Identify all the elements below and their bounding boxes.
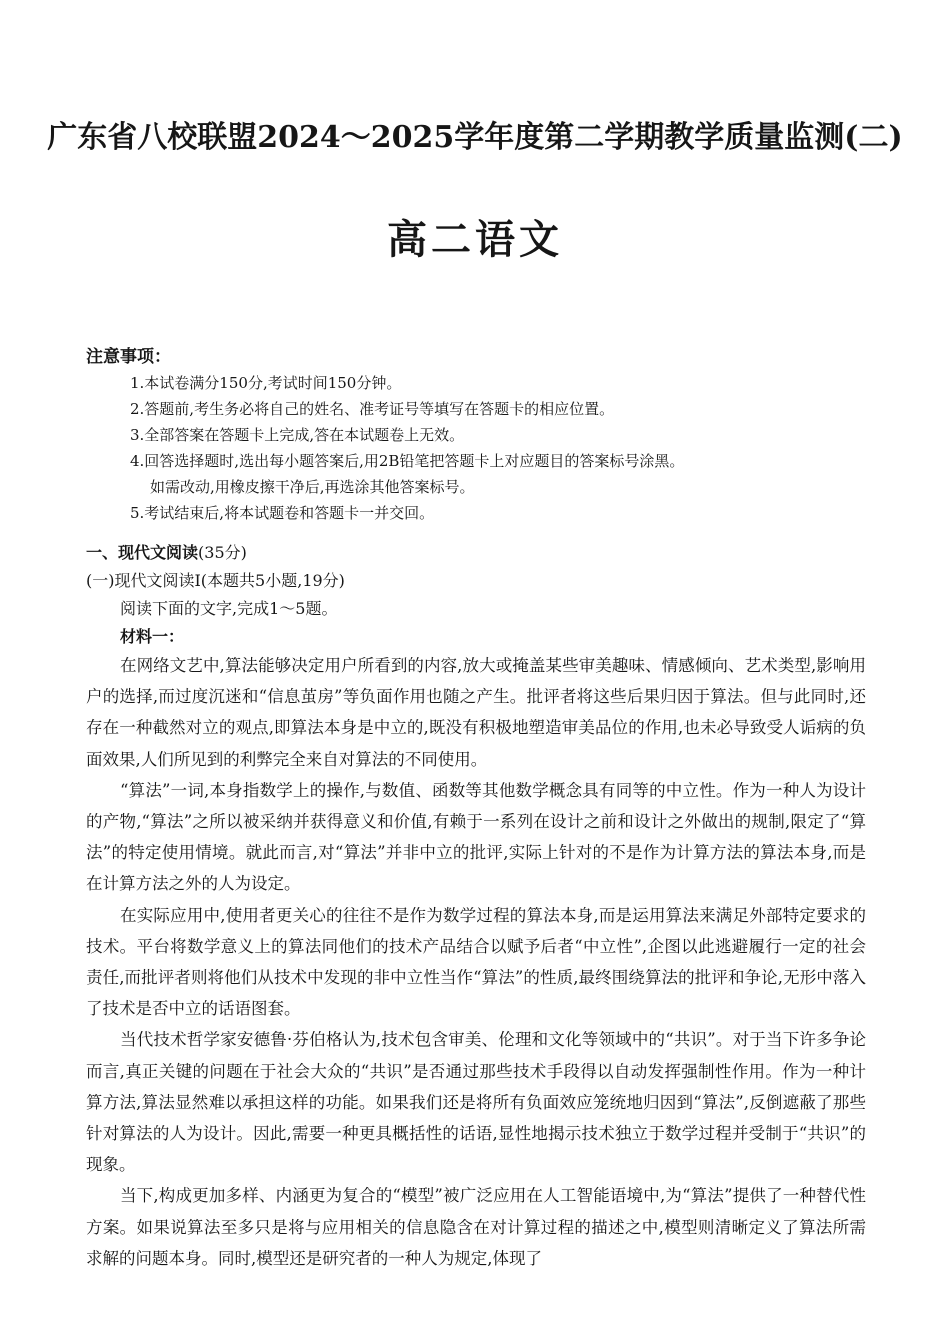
- section-heading: [86, 540, 247, 563]
- material-label: 材料一：: [120, 627, 185, 646]
- notice-item: 3.全部答案在答题卡上完成,答在本试题卷上无效。: [130, 426, 465, 444]
- notice-item: 2.答题前,考生务必将自己的姓名、准考证号等填写在答题卡的相应位置。: [130, 400, 615, 418]
- passage-paragraph: “算法”一词,本身指数学上的操作,与数值、函数等其他数学概念具有同等的中立性。作为一种人为设计的产物,“算法”之所以被采纳并获得意义和价值,有赖于一系列在设计之前和设计之外做出的规制,限定了“算法”的特定使用情境。就此而言,对“算法”并非中立的批评,实际上针对的不是作为计算方法的算法本身,而是在计算方法之外的人为设定。: [86, 780, 866, 894]
- notice-item-continuation: [130, 474, 890, 500]
- exam-title: 广东省八校联盟2024～2025学年度第二学期教学质量监测(二): [47, 120, 903, 155]
- passage-paragraph: 当代技术哲学家安德鲁·芬伯格认为,技术包含审美、伦理和文化等领域中的“共识”。对于当下许多争论而言,真正关键的问题在于社会大众的“共识”是否通过那些技术手段得以自动发挥强制性作用。作为一种计算方法,算法显然难以承担这样的功能。如果我们还是将所有负面效应笼统地归因到“算法”,反倒遮蔽了那些针对算法的人为设计。因此,需要一种更具概括性的话语,显性地揭示技术独立于数学过程并受制于“共识”的现象。: [86, 1030, 866, 1175]
- notice-heading: 注意事项：: [86, 347, 171, 367]
- notice-list: [130, 370, 890, 526]
- notice-item: 1.本试卷满分150分,考试时间150分钟。: [130, 374, 402, 392]
- reading-instruction: 阅读下面的文字,完成1～5题。: [120, 599, 338, 618]
- reading-passage: [86, 650, 866, 1274]
- subject-title: 高二语文: [387, 217, 563, 263]
- section-score: (35分): [198, 543, 247, 562]
- notice-item: 4.回答选择题时,选出每小题答案后,用2B铅笔把答题卡上对应题目的答案标号涂黑。: [130, 452, 685, 470]
- subsection-heading: (一)现代文阅读Ⅰ(本题共5小题,19分): [86, 571, 345, 590]
- section-heading-text: 一、现代文阅读: [86, 543, 199, 562]
- notice-item: 5.考试结束后,将本试题卷和答题卡一并交回。: [130, 504, 435, 522]
- notice-item-continuation-text: 如需改动,用橡皮擦干净后,再选涂其他答案标号。: [150, 478, 475, 496]
- passage-paragraph: 在网络文艺中,算法能够决定用户所看到的内容,放大或掩盖某些审美趣味、情感倾向、艺术类型,影响用户的选择,而过度沉迷和“信息茧房”等负面作用也随之产生。批评者将这些后果归因于算法。但与此同时,还存在一种截然对立的观点,即算法本身是中立的,既没有积极地塑造审美品位的作用,也未必导致受人诟病的负面效果,人们所见到的利弊完全来自对算法的不同使用。: [86, 656, 866, 769]
- passage-paragraph: 在实际应用中,使用者更关心的往往不是作为数学过程的算法本身,而是运用算法来满足外部特定要求的技术。平台将数学意义上的算法同他们的技术产品结合以赋予后者“中立性”,企图以此逃避履行一定的社会责任,而批评者则将他们从技术中发现的非中立性当作“算法”的性质,最终围绕算法的批评和争论,无形中落入了技术是否中立的话语图套。: [86, 905, 866, 1019]
- passage-paragraph: 当下,构成更加多样、内涵更为复合的“模型”被广泛应用在人工智能语境中,为“算法”提供了一种替代性方案。如果说算法至多只是将与应用相关的信息隐含在对计算过程的描述之中,模型则清晰定义了算法所需求解的问题本身。同时,模型还是研究者的一种人为规定,体现了: [86, 1186, 866, 1268]
